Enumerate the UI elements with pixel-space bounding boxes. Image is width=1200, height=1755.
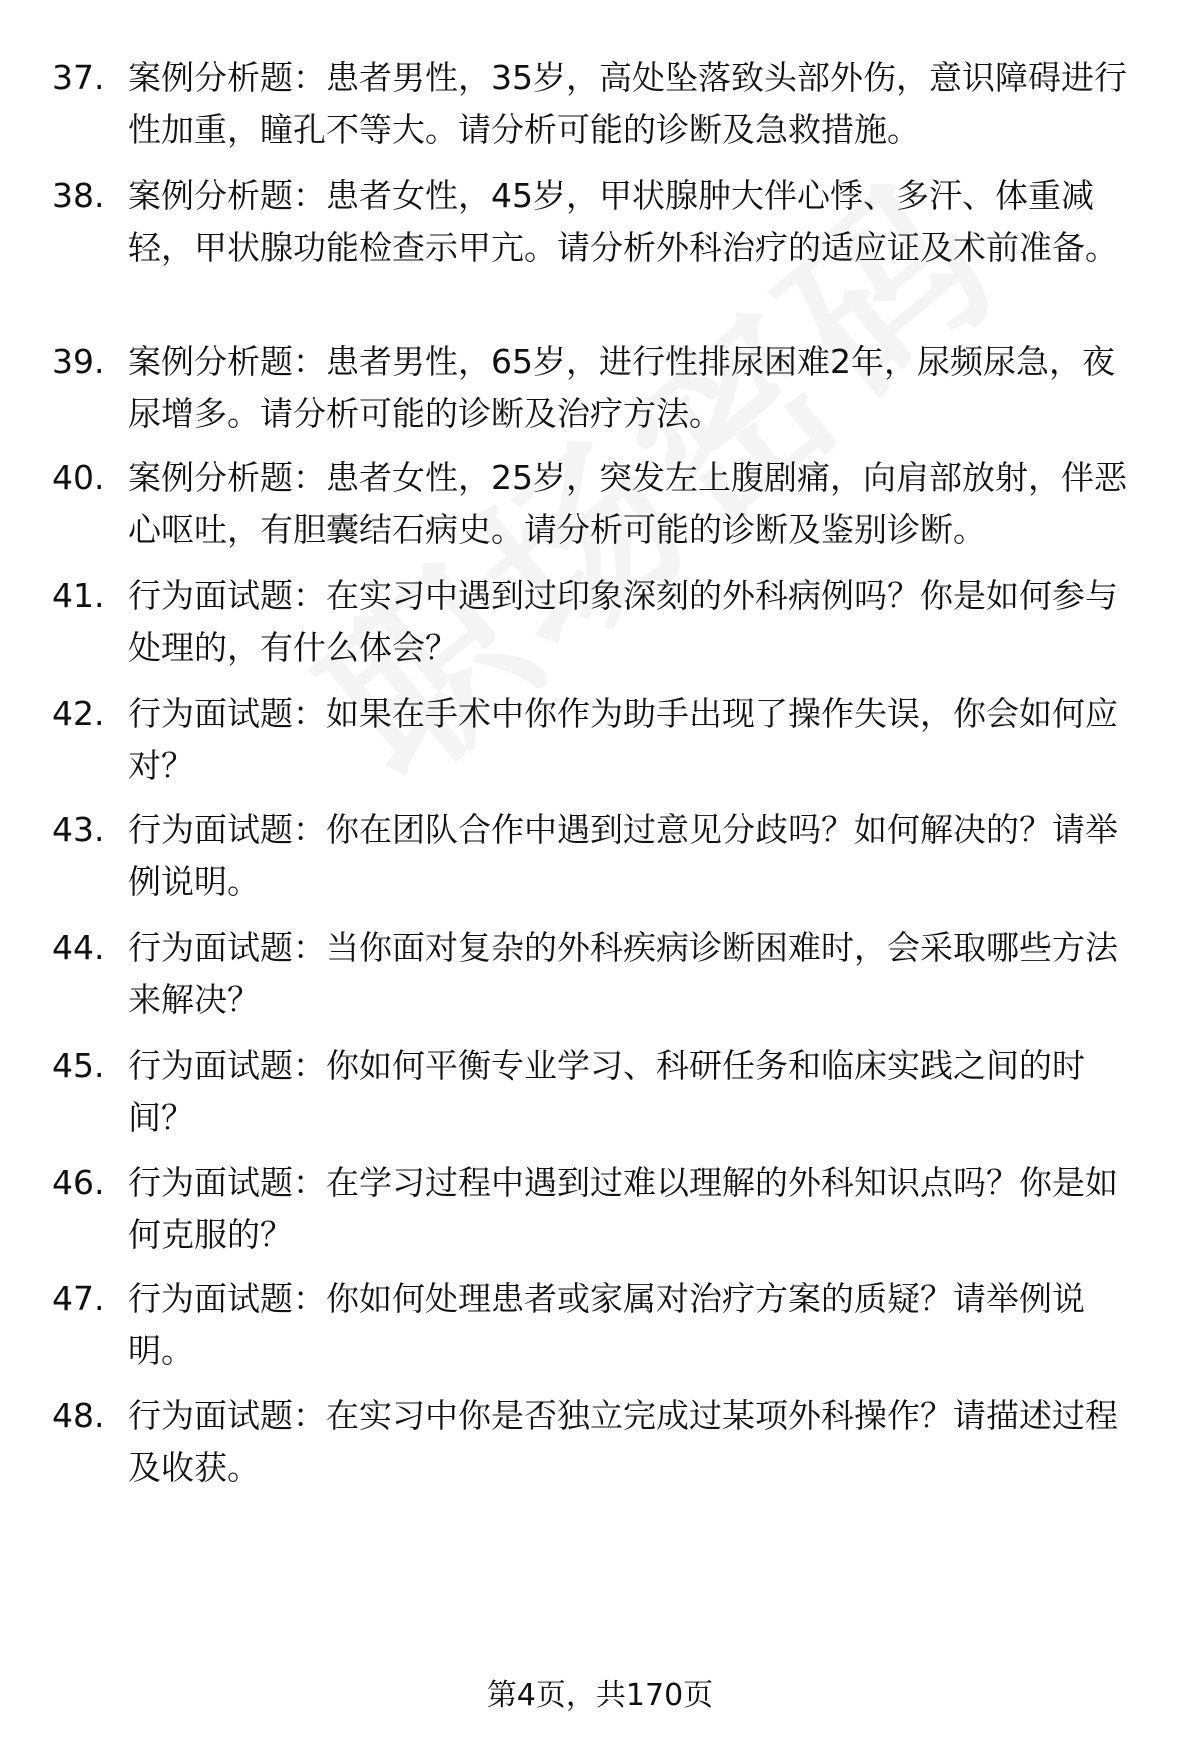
question-number: 47. (52, 1279, 105, 1318)
question-item (52, 1390, 1152, 1494)
question-item (52, 570, 1152, 674)
question-text: 案例分析题：患者女性，45岁，甲状腺肿大伴心悸、多汗、体重减轻，甲状腺功能检查示甲亢。请分析外科治疗的适应证及术前准备。 (128, 176, 1118, 267)
question-number: 43. (52, 810, 105, 849)
question-text: 行为面试题：在学习过程中遇到过难以理解的外科知识点吗？你是如何克服的？ (128, 1163, 1118, 1254)
question-number: 40. (52, 458, 105, 497)
page-indicator: 第4页，共170页 (486, 1678, 714, 1713)
question-number: 42. (52, 694, 105, 733)
question-text: 行为面试题：你在团队合作中遇到过意见分歧吗？如何解决的？请举例说明。 (128, 810, 1118, 901)
question-item (52, 452, 1152, 556)
question-text: 案例分析题：患者女性，25岁，突发左上腹剧痛，向肩部放射，伴恶心呕吐，有胆囊结石病史。请分析可能的诊断及鉴别诊断。 (128, 458, 1127, 549)
question-text: 行为面试题：你如何处理患者或家属对治疗方案的质疑？请举例说明。 (128, 1279, 1085, 1370)
question-item (52, 688, 1152, 792)
question-item (52, 804, 1152, 908)
question-text: 行为面试题：在实习中你是否独立完成过某项外科操作？请描述过程及收获。 (128, 1396, 1118, 1487)
question-item (52, 170, 1152, 274)
question-item (52, 1040, 1152, 1144)
question-item (52, 1273, 1152, 1377)
question-number: 39. (52, 342, 105, 381)
question-text: 行为面试题：你如何平衡专业学习、科研任务和临床实践之间的时间？ (128, 1046, 1085, 1137)
question-text: 行为面试题：当你面对复杂的外科疾病诊断困难时，会采取哪些方法来解决？ (128, 928, 1118, 1019)
question-text: 案例分析题：患者男性，65岁，进行性排尿困难2年，尿频尿急，夜尿增多。请分析可能的诊断及治疗方法。 (128, 342, 1115, 433)
question-number: 48. (52, 1396, 105, 1435)
question-text: 案例分析题：患者男性，35岁，高处坠落致头部外伤，意识障碍进行性加重，瞳孔不等大。请分析可能的诊断及急救措施。 (128, 58, 1127, 149)
question-item (52, 336, 1152, 440)
question-text: 行为面试题：如果在手术中你作为助手出现了操作失误，你会如何应对？ (128, 694, 1118, 785)
question-item (52, 922, 1152, 1026)
question-number: 45. (52, 1046, 105, 1085)
question-text: 行为面试题：在实习中遇到过印象深刻的外科病例吗？你是如何参与处理的，有什么体会？ (128, 576, 1118, 667)
question-number: 41. (52, 576, 105, 615)
question-item (52, 52, 1152, 156)
question-number: 44. (52, 928, 105, 967)
question-number: 46. (52, 1163, 105, 1202)
question-number: 37. (52, 58, 105, 97)
question-number: 38. (52, 176, 105, 215)
question-item (52, 1157, 1152, 1261)
